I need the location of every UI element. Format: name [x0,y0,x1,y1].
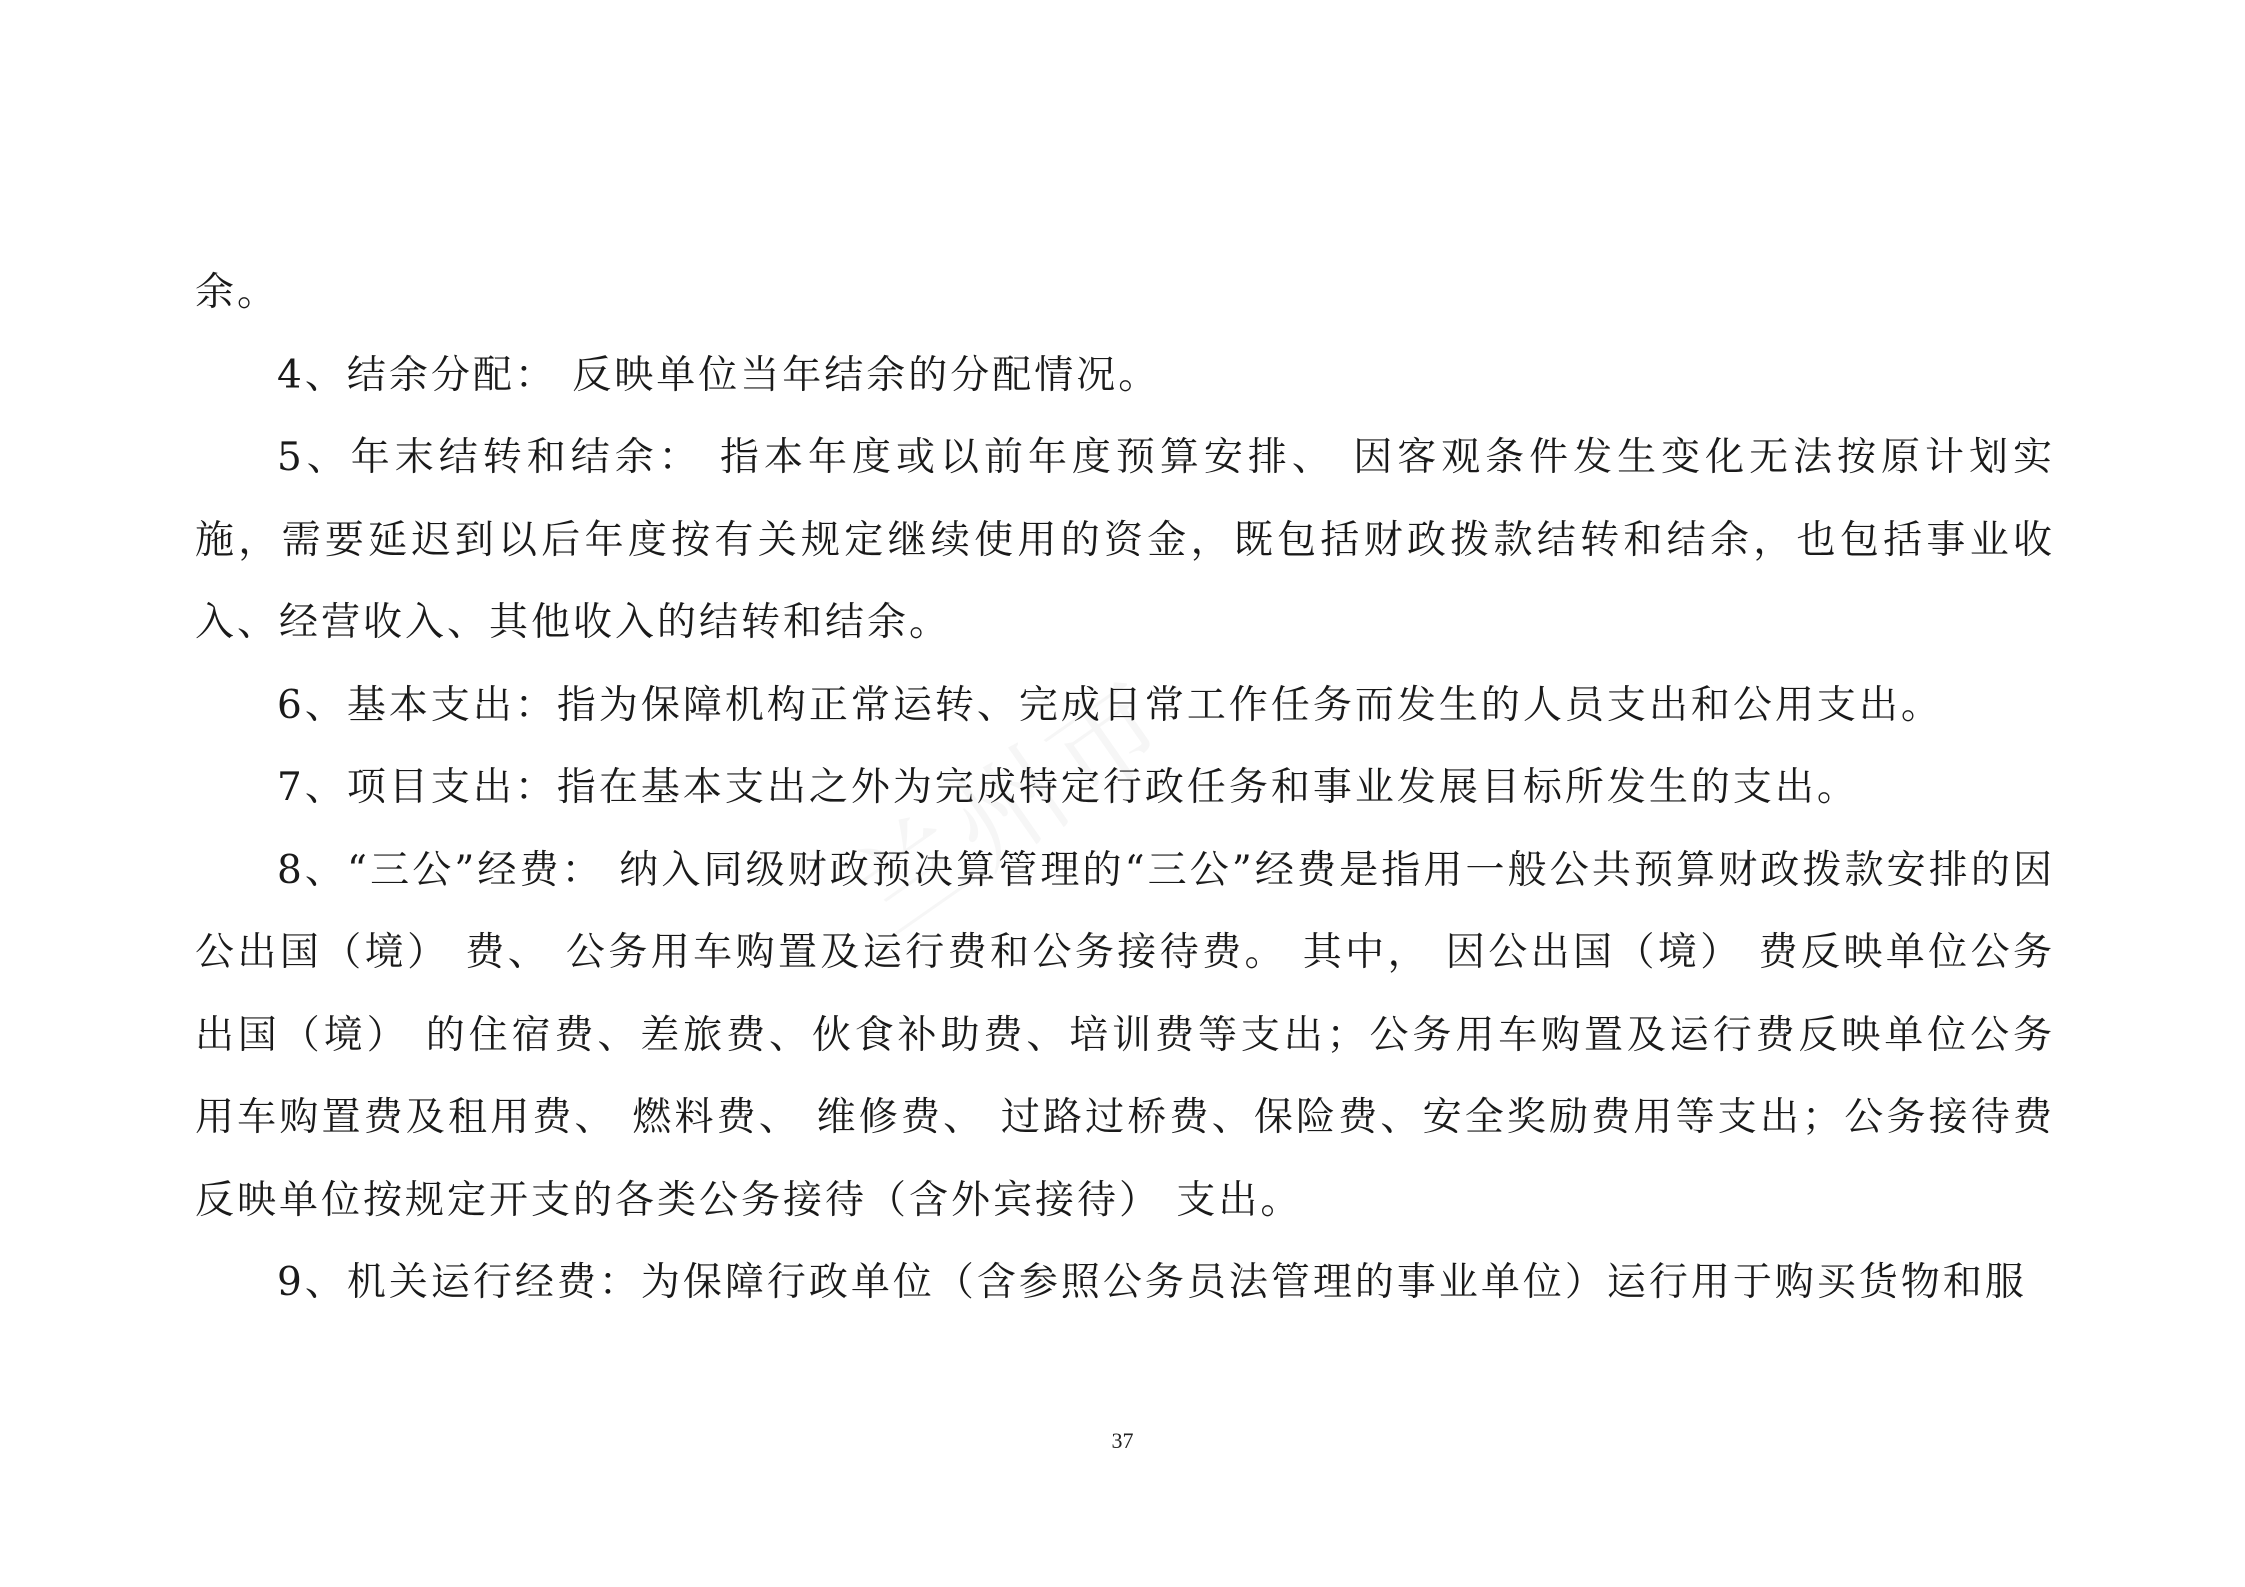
paragraph-item-6: 6、基本支出：指为保障机构正常运转、完成日常工作任务而发生的人员支出和公用支出。 [277,682,1943,728]
page-number: 37 [1111,1428,1134,1453]
paragraph-item-7: 7、项目支出：指在基本支出之外为完成特定行政任务和事业发展目标所发生的支出。 [277,765,1859,810]
paragraph-item-9: 9、机关运行经费：为保障行政单位（含参照公务员法管理的事业单位）运行用于购买货物和服 [277,1260,2027,1305]
paragraph-item-4: 4、结余分配： 反映单位当年结余的分配情况。 [277,352,1161,398]
paragraph-item-8: 8、“三公”经费： 纳入同级财政预决算管理的“三公”经费是指用一般公共预算财政拨款安排的因公出国（境） 费、 公务用车购置及运行费和公务接待费。 其中， 因公出国（境） 费反映单位公务出国（境） 的住宿费、差旅费、伙食补助费、培训费等支出；公务用车购置及运行费反映单位公务用车购置费及租用费、 燃料费、 维修费、 过路过桥费、保险费、安全奖励费用等支出；公务接待费反映单位按规定开支的各类公务接待（含外宾接待） 支出。 [195,847,2055,1223]
paragraph-item-5: 5、年末结转和结余： 指本年度或以前年度预算安排、 因客观条件发生变化无法按原计划实施，需要延迟到以后年度按有关规定继续使用的资金，既包括财政拨款结转和结余，也包括事业收入、经营收入、其他收入的结转和结余。 [195,435,2055,645]
paragraph-continuation: 余。 [195,270,280,315]
body-text [195,252,2055,1325]
